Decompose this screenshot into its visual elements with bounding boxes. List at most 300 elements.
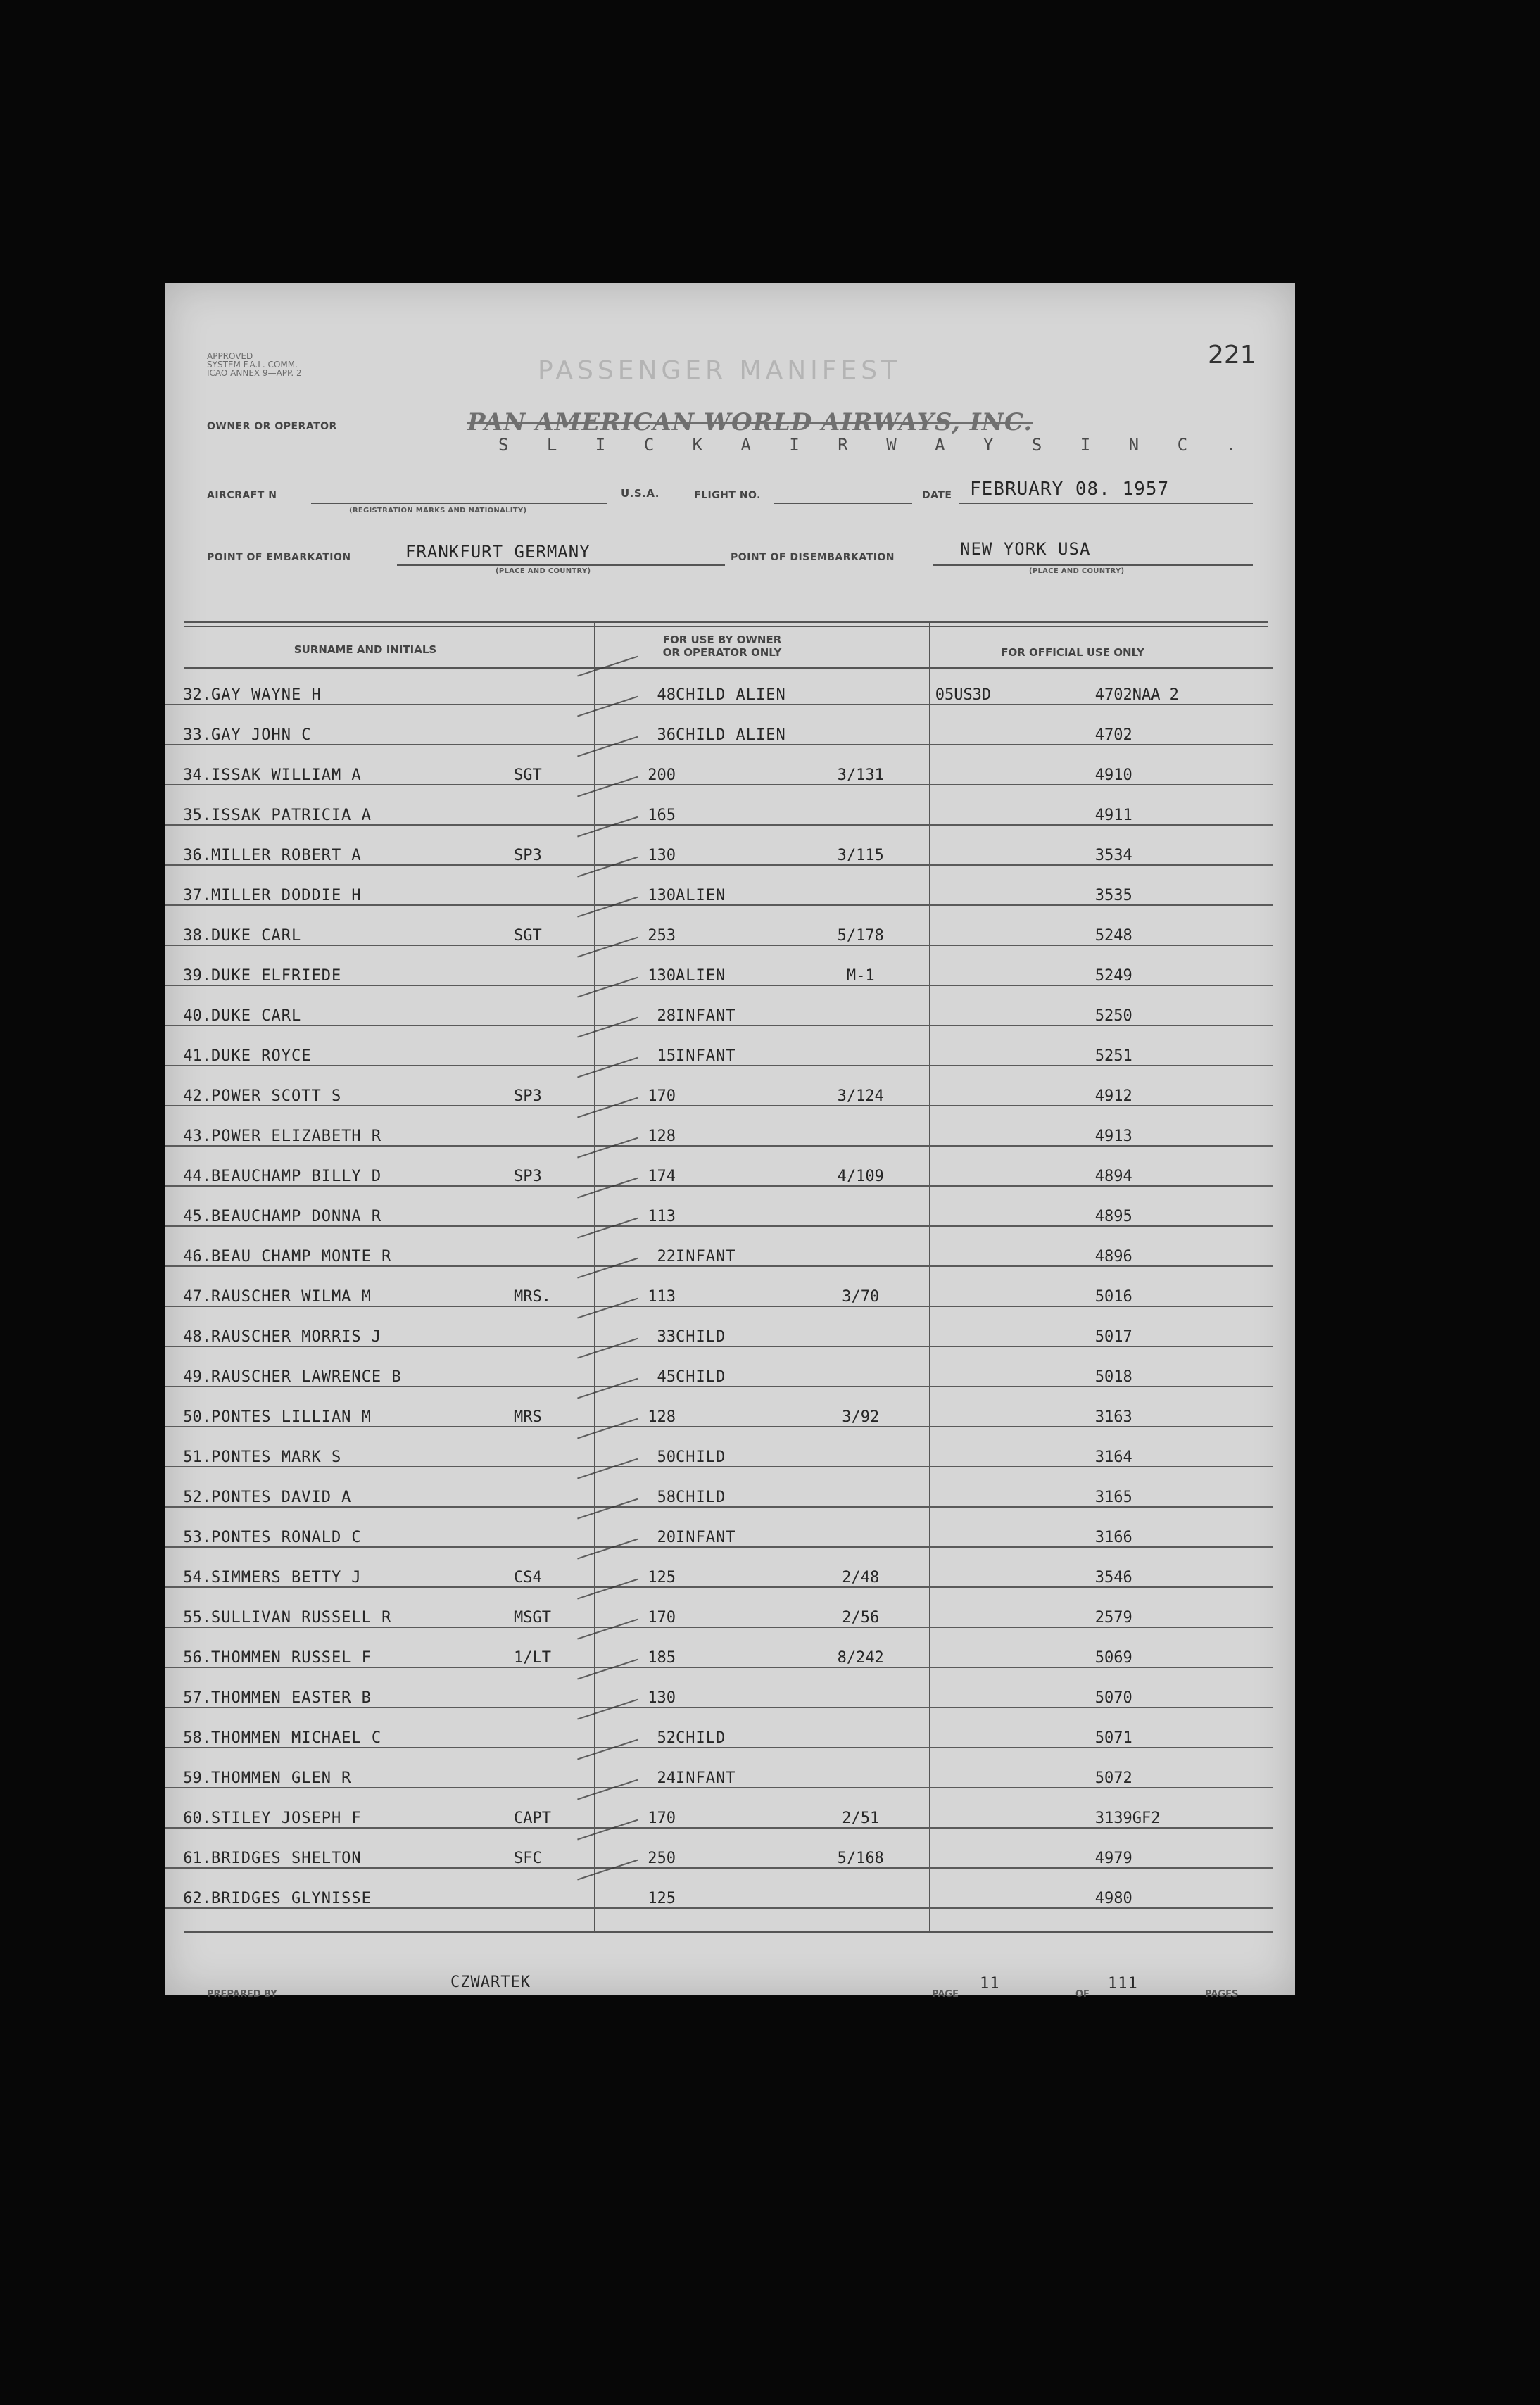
cell-wt: 165 [598,785,676,825]
cell-off1 [935,1106,1055,1146]
cell-off2: 4980 [1055,1868,1132,1908]
table-row [165,1306,1273,1346]
cell-off2: 5072 [1055,1748,1132,1788]
cell-note: CHILD [676,1708,786,1748]
cell-off1 [935,865,1055,905]
cell-off1 [935,1025,1055,1066]
table-row [165,1025,1273,1066]
disembark-underline [933,564,1253,566]
cell-flt [786,1868,935,1908]
table-row [165,1868,1273,1908]
cell-name: RAUSCHER LAWRENCE B [211,1346,514,1387]
table-row [165,985,1273,1025]
cell-wt: 50 [598,1427,676,1467]
page-value: 11 [980,1975,1000,1993]
cell-flt: 2/51 [786,1788,935,1828]
cell-off1 [935,1828,1055,1868]
cell-off1 [935,1507,1055,1547]
page-label: PAGE [932,1989,959,2000]
cell-num: 39. [165,945,211,985]
cell-off3 [1132,1387,1273,1427]
table-row [165,1788,1273,1828]
aircraft-underline [311,503,607,504]
cell-off2: 3165 [1055,1467,1132,1507]
cell-wt: 125 [598,1547,676,1587]
cell-name: RAUSCHER WILMA M [211,1266,514,1306]
header-surname: SURNAME AND INITIALS [294,643,437,656]
cell-off2: 4702 [1055,705,1132,745]
cell-note: ALIEN [676,865,786,905]
flight-label: FLIGHT NO. [694,490,761,501]
aircraft-label: AIRCRAFT N [207,490,277,501]
cell-off2: 4979 [1055,1828,1132,1868]
table-row [165,1226,1273,1266]
cell-note [676,1828,786,1868]
document-title: PASSENGER MANIFEST [538,356,902,385]
table-row [165,1708,1273,1748]
disembark-sub: (PLACE AND COUNTRY) [1029,567,1125,575]
cell-flt [786,1186,935,1226]
cell-num: 44. [165,1146,211,1186]
cell-flt: 2/48 [786,1547,935,1587]
cell-num: 40. [165,985,211,1025]
table-row [165,1627,1273,1667]
cell-name: BRIDGES SHELTON [211,1828,514,1868]
cell-off1: 05US3D [935,665,1055,705]
cell-note [676,745,786,785]
flight-underline [774,503,912,504]
prepared-value: CZWARTEK [450,1974,531,1991]
cell-flt [786,785,935,825]
cell-off2: 4894 [1055,1146,1132,1186]
cell-off3 [1132,1587,1273,1627]
disembark-label: POINT OF DISEMBARKATION [731,552,895,563]
table-row [165,1467,1273,1507]
cell-wt: 28 [598,985,676,1025]
cell-flt [786,1025,935,1066]
cell-note [676,1788,786,1828]
aircraft-nationality: U.S.A. [621,487,659,500]
cell-flt [786,1427,935,1467]
cell-wt: 130 [598,1667,676,1708]
cell-wt: 113 [598,1186,676,1226]
cell-off1 [935,1587,1055,1627]
cell-off1 [935,1226,1055,1266]
cell-name: MILLER DODDIE H [211,865,514,905]
cell-off2: 5016 [1055,1266,1132,1306]
cell-note: INFANT [676,985,786,1025]
cell-name: THOMMEN RUSSEL F [211,1627,514,1667]
cell-flt [786,1507,935,1547]
cell-off1 [935,1066,1055,1106]
cell-num: 48. [165,1306,211,1346]
cell-wt: 174 [598,1146,676,1186]
table-row [165,665,1273,705]
cell-rank: SGT [514,905,598,945]
cell-note [676,1186,786,1226]
table-row [165,1587,1273,1627]
cell-name: POWER ELIZABETH R [211,1106,514,1146]
cell-num: 47. [165,1266,211,1306]
cell-name: DUKE CARL [211,905,514,945]
cell-off1 [935,1387,1055,1427]
cell-note [676,1868,786,1908]
cell-wt: 15 [598,1025,676,1066]
cell-rank: CAPT [514,1788,598,1828]
header-owner-use: FOR USE BY OWNER OR OPERATOR ONLY [662,633,782,659]
date-label: DATE [922,490,952,501]
of-value: 111 [1108,1975,1138,1993]
cell-off3 [1132,945,1273,985]
cell-off2: 3546 [1055,1547,1132,1587]
cell-name: GAY JOHN C [211,705,514,745]
cell-rank: MRS [514,1387,598,1427]
operator-name: S L I C K A I R W A Y S I N C . [498,435,1250,455]
cell-wt: 125 [598,1868,676,1908]
cell-wt: 20 [598,1507,676,1547]
cell-off2: 5249 [1055,945,1132,985]
cell-rank: SGT [514,745,598,785]
cell-off1 [935,1266,1055,1306]
cell-rank: CS4 [514,1547,598,1587]
cell-off3 [1132,785,1273,825]
of-label: OF [1075,1989,1090,2000]
manifest-sheet [165,283,1295,2000]
cell-flt [786,1106,935,1146]
table-row [165,1387,1273,1427]
cell-flt: 2/56 [786,1587,935,1627]
cell-num: 45. [165,1186,211,1226]
cell-num: 32. [165,665,211,705]
cell-off3 [1132,1828,1273,1868]
cell-off1 [935,1708,1055,1748]
cell-num: 61. [165,1828,211,1868]
cell-flt [786,985,935,1025]
cell-flt: 8/242 [786,1627,935,1667]
cell-off3 [1132,1066,1273,1106]
cell-off2: 5248 [1055,905,1132,945]
cell-num: 46. [165,1226,211,1266]
cell-wt: 48 [598,665,676,705]
approval-note: APPROVED SYSTEM F.A.L. COMM. ICAO ANNEX 9—APP. 2 [207,351,302,378]
cell-flt: 3/92 [786,1387,935,1427]
cell-off1 [935,945,1055,985]
cell-off2: 4702 [1055,665,1132,705]
check-mark-icon [577,656,644,697]
cell-name: ISSAK WILLIAM A [211,745,514,785]
cell-note: INFANT [676,1748,786,1788]
cell-num: 49. [165,1346,211,1387]
cell-flt [786,1306,935,1346]
cell-num: 43. [165,1106,211,1146]
cell-name: PONTES RONALD C [211,1507,514,1547]
cell-note: INFANT [676,1226,786,1266]
header-official-use: FOR OFFICIAL USE ONLY [1001,646,1144,659]
cell-num: 35. [165,785,211,825]
cell-off3 [1132,1708,1273,1748]
cell-off2: 3166 [1055,1507,1132,1547]
cell-name: GAY WAYNE H [211,665,514,705]
cell-note [676,1587,786,1627]
cell-note: CHILD [676,1346,786,1387]
cell-flt: 5/168 [786,1828,935,1868]
embark-label: POINT OF EMBARKATION [207,552,351,563]
cell-off3 [1132,1667,1273,1708]
cell-off3 [1132,905,1273,945]
cell-flt [786,1708,935,1748]
cell-off3 [1132,1266,1273,1306]
table-row [165,1106,1273,1146]
cell-num: 33. [165,705,211,745]
cell-name: BEAUCHAMP BILLY D [211,1146,514,1186]
cell-num: 51. [165,1427,211,1467]
cell-note [676,905,786,945]
cell-off1 [935,1186,1055,1226]
cell-flt [786,1667,935,1708]
cell-note: CHILD [676,1427,786,1467]
table-row [165,705,1273,745]
table-row [165,825,1273,865]
cell-note [676,1106,786,1146]
cell-name: MILLER ROBERT A [211,825,514,865]
cell-wt: 253 [598,905,676,945]
cell-name: THOMMEN MICHAEL C [211,1708,514,1748]
cell-off1 [935,1868,1055,1908]
header-rule-top2 [184,626,1268,627]
cell-off1 [935,745,1055,785]
cell-wt: 45 [598,1346,676,1387]
cell-off1 [935,1346,1055,1387]
cell-note [676,1627,786,1667]
cell-num: 56. [165,1627,211,1667]
cell-off3 [1132,705,1273,745]
cell-off2: 4912 [1055,1066,1132,1106]
cell-note [676,825,786,865]
cell-flt [786,1226,935,1266]
cell-off2: 5251 [1055,1025,1132,1066]
table-row [165,1507,1273,1547]
cell-flt: 3/124 [786,1066,935,1106]
cell-off3 [1132,825,1273,865]
operator-crossed-out: PAN AMERICAN WORLD AIRWAYS, INC. [467,408,1033,436]
cell-num: 41. [165,1025,211,1066]
cell-rank: SP3 [514,825,598,865]
owner-label: OWNER OR OPERATOR [207,421,337,432]
table-row [165,1146,1273,1186]
cell-off2: 5071 [1055,1708,1132,1748]
table-row [165,1748,1273,1788]
cell-note: ALIEN [676,945,786,985]
cell-num: 42. [165,1066,211,1106]
table-row [165,945,1273,985]
cell-wt: 113 [598,1266,676,1306]
cell-off3 [1132,1146,1273,1186]
cell-rank: 1/LT [514,1627,598,1667]
cell-wt: 128 [598,1387,676,1427]
cell-off2: 4895 [1055,1186,1132,1226]
cell-rank: MRS. [514,1266,598,1306]
cell-off3 [1132,1226,1273,1266]
cell-off1 [935,1547,1055,1587]
cell-off1 [935,1788,1055,1828]
cell-off3 [1132,1346,1273,1387]
cell-off2: 5250 [1055,985,1132,1025]
cell-wt: 22 [598,1226,676,1266]
bottom-double-rule [184,1931,1273,1933]
cell-num: 58. [165,1708,211,1748]
cell-off1 [935,1667,1055,1708]
cell-name: PONTES LILLIAN M [211,1387,514,1427]
cell-flt [786,705,935,745]
cell-name: PONTES MARK S [211,1427,514,1467]
cell-wt: 128 [598,1106,676,1146]
aircraft-sub: (REGISTRATION MARKS AND NATIONALITY) [349,507,527,515]
table-row [165,865,1273,905]
cell-num: 36. [165,825,211,865]
table-row [165,1667,1273,1708]
cell-off1 [935,1748,1055,1788]
cell-off1 [935,1467,1055,1507]
cell-num: 62. [165,1868,211,1908]
cell-flt [786,1467,935,1507]
cell-wt: 33 [598,1306,676,1346]
disembark-value: NEW YORK USA [960,539,1091,559]
cell-off3: GF2 [1132,1788,1273,1828]
cell-off3: NAA 2 [1132,665,1273,705]
cell-note [676,1266,786,1306]
cell-off2: 5017 [1055,1306,1132,1346]
table-row [165,1346,1273,1387]
table-row [165,1547,1273,1587]
cell-rank: SFC [514,1828,598,1868]
cell-name: SIMMERS BETTY J [211,1547,514,1587]
prepared-label: PREPARED BY [207,1989,277,2000]
cell-off2: 3139 [1055,1788,1132,1828]
cell-name: BRIDGES GLYNISSE [211,1868,514,1908]
cell-num: 52. [165,1467,211,1507]
cell-off1 [935,785,1055,825]
pages-label: PAGES [1205,1989,1239,2000]
cell-rank: MSGT [514,1587,598,1627]
passenger-table [165,665,1273,1909]
cell-off2: 3535 [1055,865,1132,905]
cell-name: DUKE ELFRIEDE [211,945,514,985]
cell-wt: 185 [598,1627,676,1667]
cell-flt: M-1 [786,945,935,985]
embark-underline [397,564,725,566]
cell-num: 54. [165,1547,211,1587]
cell-note: CHILD [676,1467,786,1507]
cell-off2: 4911 [1055,785,1132,825]
cell-off3 [1132,1748,1273,1788]
cell-name: ISSAK PATRICIA A [211,785,514,825]
cell-off2: 3534 [1055,825,1132,865]
embark-sub: (PLACE AND COUNTRY) [496,567,591,575]
cell-off2: 5070 [1055,1667,1132,1708]
cell-off3 [1132,1427,1273,1467]
cell-note [676,1146,786,1186]
cell-off3 [1132,1868,1273,1908]
cell-off2: 3164 [1055,1427,1132,1467]
cell-wt: 170 [598,1587,676,1627]
cell-flt [786,665,935,705]
cell-wt: 170 [598,1066,676,1106]
date-underline [959,503,1253,504]
cell-note: CHILD ALIEN [676,665,786,705]
cell-name: RAUSCHER MORRIS J [211,1306,514,1346]
cell-wt: 130 [598,825,676,865]
cell-flt [786,1748,935,1788]
cell-note [676,1387,786,1427]
cell-note: CHILD ALIEN [676,705,786,745]
cell-off3 [1132,745,1273,785]
cell-off2: 3163 [1055,1387,1132,1427]
cell-flt: 5/178 [786,905,935,945]
cell-off1 [935,705,1055,745]
cell-flt: 3/131 [786,745,935,785]
cell-rank: SP3 [514,1146,598,1186]
cell-flt [786,1346,935,1387]
cell-off3 [1132,1025,1273,1066]
cell-name: THOMMEN EASTER B [211,1667,514,1708]
cell-name: THOMMEN GLEN R [211,1748,514,1788]
cell-note [676,785,786,825]
cell-name: SULLIVAN RUSSELL R [211,1587,514,1627]
cell-off1 [935,1427,1055,1467]
cell-wt: 130 [598,945,676,985]
cell-note: INFANT [676,1025,786,1066]
cell-off1 [935,1146,1055,1186]
cell-off1 [935,985,1055,1025]
cell-num: 37. [165,865,211,905]
cell-note [676,1667,786,1708]
cell-name: PONTES DAVID A [211,1467,514,1507]
cell-num: 60. [165,1788,211,1828]
cell-off2: 4913 [1055,1106,1132,1146]
cell-name: BEAU CHAMP MONTE R [211,1226,514,1266]
cell-off3 [1132,1547,1273,1587]
cell-flt [786,865,935,905]
cell-off3 [1132,865,1273,905]
cell-wt: 58 [598,1467,676,1507]
header-rule-top [184,621,1268,623]
cell-note [676,1547,786,1587]
table-row [165,1266,1273,1306]
cell-off3 [1132,1507,1273,1547]
cell-num: 53. [165,1507,211,1547]
cell-note: INFANT [676,1507,786,1547]
cell-num: 57. [165,1667,211,1708]
table-row [165,1828,1273,1868]
cell-off1 [935,1627,1055,1667]
cell-wt: 170 [598,1788,676,1828]
embark-value: FRANKFURT GERMANY [405,542,591,562]
cell-off1 [935,905,1055,945]
cell-flt: 3/115 [786,825,935,865]
cell-off1 [935,1306,1055,1346]
cell-off3 [1132,1306,1273,1346]
cell-num: 55. [165,1587,211,1627]
cell-off2: 2579 [1055,1587,1132,1627]
cell-wt: 52 [598,1708,676,1748]
cell-off3 [1132,985,1273,1025]
page-number: 221 [1208,341,1256,370]
table-row [165,1427,1273,1467]
cell-name: BEAUCHAMP DONNA R [211,1186,514,1226]
cell-name: DUKE CARL [211,985,514,1025]
cell-off2: 4896 [1055,1226,1132,1266]
cell-off3 [1132,1467,1273,1507]
